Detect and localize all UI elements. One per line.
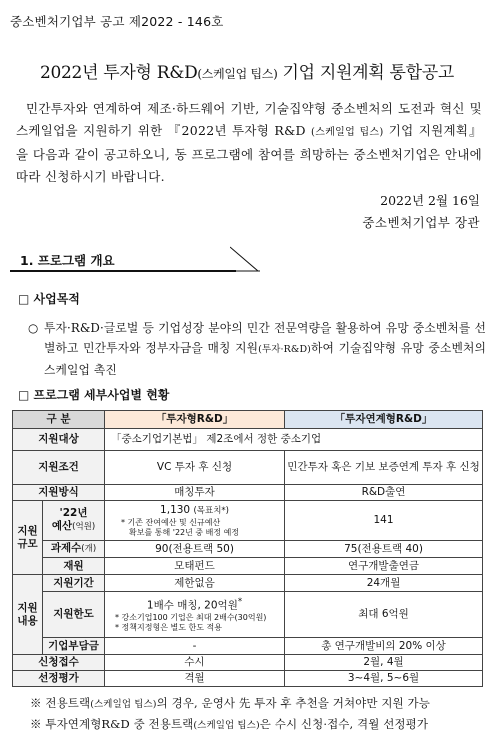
table-row: 지원방식 매칭투자 R&D출연	[13, 485, 483, 501]
circle-bullet-icon: ○	[28, 321, 39, 335]
header-category: 구 분	[13, 411, 105, 429]
announcement-title	[0, 58, 494, 83]
table-row: 지원조건 VC 투자 후 신청 민간투자 혹은 기보 보증연계 투자 후 신청	[13, 451, 483, 485]
table-row: 기업부담금 - 총 연구개발비의 20% 이상	[13, 638, 483, 655]
title-suffix: 기업 지원계획 통합공고	[277, 63, 454, 83]
table-header-row	[13, 411, 483, 429]
table-row: 지원한도 1배수 매칭, 20억원* * 강소기업100 기업은 최대 2배수(30억원) * 정책지정형은 별도 한도 적용 최대 6억원	[13, 592, 483, 638]
announcement-date: 2022년 2월 16일	[380, 193, 480, 208]
issuing-organization: 중소벤처기업부 장관	[362, 215, 480, 230]
table-row: 지원 내용 지원기간 제한없음 24개월	[13, 575, 483, 592]
section-corner-decoration	[230, 246, 260, 272]
scale-group-label: 지원 규모	[13, 501, 43, 575]
purpose-item	[28, 318, 486, 380]
section-underline	[10, 270, 236, 272]
section-heading-label: 1. 프로그램 개요	[20, 253, 115, 268]
purpose-text: 투자·R&D·글로벌 등 기업성장 분야의 민간 전문역량을 활용하여 유망 중소벤처를 선별하고 민간투자와 정부자금을 매칭 지원(투자·R&D)하여 기술집약형 유망 중소벤처의 스케일업 촉진	[44, 321, 486, 377]
footnote-linked-track: ※ 투자연계형R&D 중 전용트랙(스케일업 팁스)은 수시 신청·접수, 격월 선정평가	[30, 717, 429, 731]
title-paren: (스케일업 팁스)	[197, 67, 278, 81]
table-row: 지원 규모 '22년 예산(억원) 1,130 (목표치*) * 기존 잔여예산 및 신규예산 확보를 통해 '22년 중 배정 예정 141	[13, 501, 483, 541]
table-row: 신청접수 수시 2월, 4월	[13, 655, 483, 671]
table-row: 재원 모태펀드 연구개발출연금	[13, 558, 483, 575]
title-main: 2022년 투자형 R&D	[40, 63, 198, 83]
table-row: 선정평가 격월 3~4월, 5~6월	[13, 671, 483, 687]
table-row: 지원대상 「중소기업기본법」 제2조에서 정한 중소기업	[13, 429, 483, 451]
program-table	[12, 410, 483, 687]
section-heading	[10, 246, 250, 272]
details-heading: □ 프로그램 세부사업별 현황	[18, 388, 170, 402]
table-row: 과제수(개) 90(전용트랙 50) 75(전용트랙 40)	[13, 541, 483, 558]
intro-paragraph: 민간투자와 연계하여 제조·하드웨어 기반, 기술집약형 중소벤처의 도전과 혁신 및 스케일업을 지원하기 위한 『2022년 투자형 R&D (스케일업 팁스) 기업 지원계획』을 다음과 같이 공고하오니, 동 프로그램에 참여를 희망하는 중소벤처기업은 안내에 따라 신청하시기 바랍니다.	[16, 101, 482, 184]
notice-number: 중소벤처기업부 공고 제2022 - 146호	[10, 14, 224, 29]
header-investment-linked-rnd: 「투자연계형R&D」	[285, 411, 483, 429]
footnote-dedicated-track: ※ 전용트랙(스케일업 팁스)의 경우, 운영사 先 투자 후 추천을 거쳐야만 지원 가능	[30, 696, 430, 710]
content-group-label: 지원 내용	[13, 575, 43, 655]
purpose-heading: □ 사업목적	[18, 292, 80, 306]
header-investment-rnd: 「투자형R&D」	[105, 411, 285, 429]
